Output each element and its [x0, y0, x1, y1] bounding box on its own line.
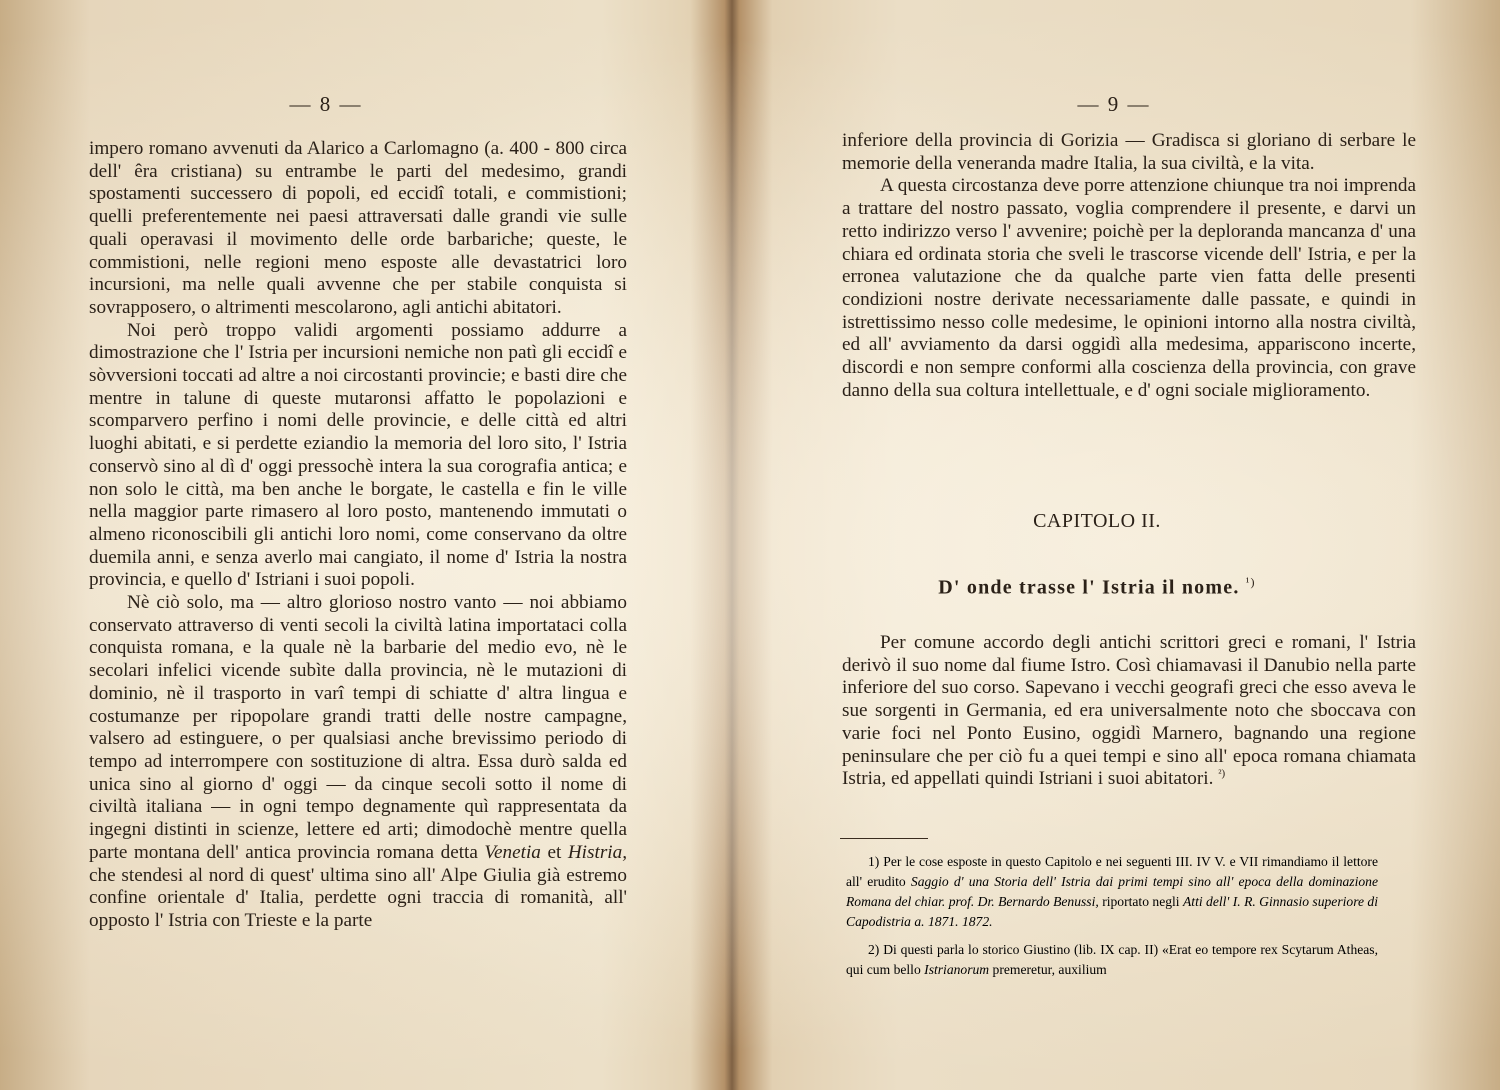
chapter-title-text: D' onde trasse l' Istria il nome. [938, 576, 1240, 599]
left-page [0, 0, 728, 1090]
paragraph-text: et [547, 841, 562, 863]
italic-term: Histria, [567, 841, 628, 863]
right-page-body [842, 130, 1416, 402]
chapter-body [842, 632, 1416, 791]
footnote-ref: ²) [1218, 767, 1226, 780]
footnote-text: 1) Per le cose esposte in questo Capitolo e nei seguenti III. IV V. e VII rimandiamo il lettore all' erudito [846, 854, 1378, 889]
footnote [846, 852, 1378, 932]
footnote-text: riportato negli [1102, 894, 1180, 909]
footnote-divider [840, 838, 928, 839]
footnote-text: premeretur, auxilium [992, 962, 1107, 977]
footnote-italic: Saggio d' una Storia dell' Istria dai primi tempi sino all' epoca della dominazione Romana del chiar. prof. Dr. Bernardo Benussi, [846, 874, 1378, 909]
paragraph-text: che stendesi al nord di quest' ultima sino all' Alpe Giulia già estremo confine orientale d' Italia, perdette ogni traccia di romanità, all' opposto l' Istria con Trieste e la parte [89, 864, 627, 931]
paragraph [89, 592, 627, 933]
paragraph-text: Nè ciò solo, ma — altro glorioso nostro vanto — noi abbiamo conservato attraverso di venti secoli la civiltà latina importataci colla conquista romana, e la quale nè la barbarie del medio evo, nè le secolari infelici vicende subìte dalla provincia, nè le mutazioni di dominio, nè il trasporto in varî tempi di schiatte d' altra lingua e costumanze per ripopolare grandi tratti delle nostre campagne, valsero ad estinguere, o per qualsiasi anche brevissimo periodo di tempo ad interrompere con sostituzione di altra. Essa durò salda ed unica sino al giorno d' oggi — da cinque secoli sotto il nome di civiltà italiana — in ogni tempo degnamente quì rappresentata da ingegni distinti in scienze, lettere ed arti; dimodochè mentre quella parte montana dell' antica provincia romana detta [89, 592, 627, 863]
footnotes [846, 852, 1378, 988]
page-number: — 9 — [1077, 92, 1151, 116]
paragraph: A questa circostanza deve porre attenzione chiunque tra noi imprenda a trattare del nostro passato, voglia comprendere il presente, e darvi un retto indirizzo verso l' avvenire; poichè per la deploranda mancanza d' una chiara ed ordinata storia che sveli le trascorse vicende dell' Istria, e per la erronea valutazione che da qualche parte vien fatta delle presenti condizioni nostre derivate necessariamente dalle passate, e quindi in istrettissimo nesso colle medesime, le opinioni intorno alla nostra civiltà, ed all' avviamento da darsi oggidì alla medesima, appariscono incerte, discordi e non sempre conformi alla coscienza della provincia, con grave danno della sua coltura intellettuale, e d' ogni sociale miglioramento. [842, 175, 1416, 401]
left-page-body [89, 138, 627, 933]
paragraph-text: Per comune accordo degli antichi scrittori greci e romani, l' Istria derivò il suo nome dal fiume Istro. Così chiamavasi il Danubio nella parte inferiore del suo corso. Sapevano i vecchi geografi greci che esso aveva le sue sorgenti in Germania, ed era universalmente noto che sboccava con varie foci nel Ponto Eusino, oggidì Marnero, bagnando una regione peninsulare che per ciò fu a quei tempi e sino all' epoca romana chiamata Istria, ed appellati quindi Istriani i suoi abitatori. [842, 632, 1416, 790]
footnote [846, 940, 1378, 980]
paragraph: impero romano avvenuti da Alarico a Carlomagno (a. 400 - 800 circa dell' êra cristiana) su entrambe le parti del medesimo, grandi spostamenti successero di popoli, ed eccidî totali, e commistioni; quelli preferentemente nei paesi attraversati dalle grandi vie sulle quali operavasi il movimento delle orde barbariche; queste, le commistioni, nelle regioni meno esposte alle devastatrici loro incursioni, ma nelle quali avvenne che per stabile conquista si sovrapposero, o altrimenti mescolarono, agli antichi abitatori. [89, 138, 627, 318]
paragraph: Noi però troppo validi argomenti possiamo addurre a dimostrazione che l' Istria per incursioni nemiche non patì gli eccidî e sòvversioni toccati ad altre a noi circostanti provincie; e basti dire che mentre in talune di queste mutaronsi affatto le popolazioni e scomparvero perfino i nomi delle provincie, e delle città ed altri luoghi abitati, e si perdette eziandio la memoria del loro sito, l' Istria conservò sino al dì d' oggi pressochè intera la sua corografia antica; e non solo le città, ma ben anche le borgate, le castella e fin le ville nella maggior parte rimasero al loro posto, mantenendo immutati o almeno riconoscibili gli antichi loro nomi, come conservano da oltre duemila anni, e senza averlo mai cangiato, il nome d' Istria la nostra provincia, e quello d' Istriani i suoi popoli. [89, 319, 627, 591]
paragraph: inferiore della provincia di Gorizia — Gradisca si gloriano di serbare le memorie della veneranda madre Italia, la sua civiltà, e la vita. [842, 130, 1416, 174]
chapter-title [842, 575, 1352, 600]
footnote-italic: Atti dell' I. R. Ginnasio superiore di Capodistria a. 1871. 1872. [846, 894, 1379, 929]
footnote-italic: Istrianorum [924, 962, 990, 977]
paragraph [842, 632, 1416, 791]
page-number: — 8 — [289, 92, 363, 116]
footnote-text: 2) Di questi parla lo storico Giustino (lib. IX cap. II) «Erat eo tempore rex Scytarum Atheas, qui cum bello [846, 942, 1378, 977]
italic-term: Venetia [484, 841, 541, 863]
footnote-ref: ¹) [1245, 575, 1256, 589]
chapter-label: CAPITOLO II. [1033, 510, 1161, 532]
